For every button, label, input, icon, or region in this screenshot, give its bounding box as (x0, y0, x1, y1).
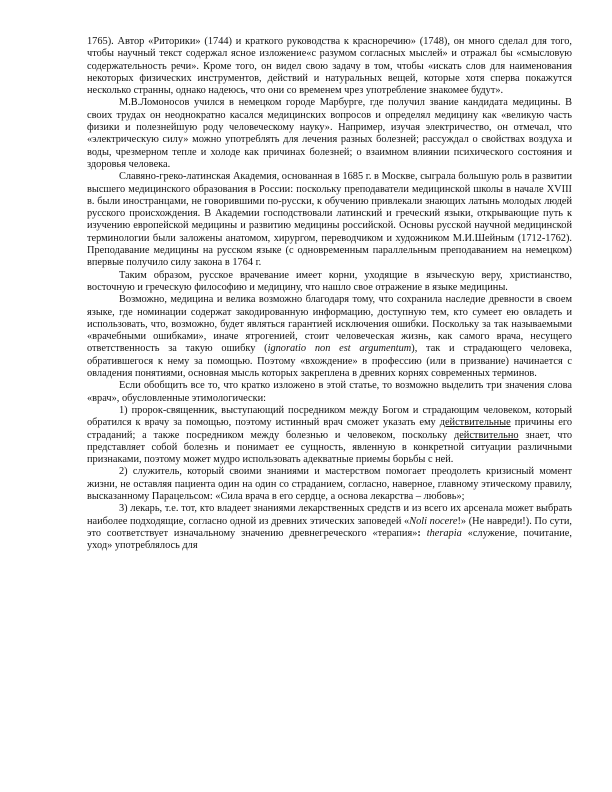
text-segment: Если обобщить все то, что кратко изложено в этой статье, то возможно выделить три значения слова «врач», обусловленные этимологически: (87, 380, 572, 404)
list-item (87, 503, 572, 552)
paragraph (87, 380, 572, 405)
text-segment: : (417, 527, 421, 539)
text-segment: 1765). Автор «Риторики» (1744) и краткого руководства к красноречию» (1748), он много сделал для того, чтобы научный текст содержал ясное изложение«с разумом согласных мыслей» и отражал бы «смысловую содержательность речи». Кроме того, он видел свою задачу в том, чтобы «искать слов для наименования некоторых физических инструментов, действий и натуральных вещей, которые хотя сперва покажутся несколько странны, однако надеюсь, что они со временем чрез употребление знакомее будут». (87, 36, 572, 97)
text-segment: причины его страданий; а также посредником между болезнью и человеком, поскольку (87, 417, 572, 441)
text-segment: Возможно, медицина и велика возможно благодаря тому, что сохранила наследие древности в своем языке, где номинации содержат закодированную информацию, доступную тем, кто сумеет ею овладеть и использовать, что, возможно, будет являться гарантией исключения ошибки. Поскольку за так называемыми «врачебными ошибками», иначе ятрогенией, стоит человеческая жизнь, как самого врача, несущего ответственность за такую ошибку ( (87, 294, 572, 355)
list-item (87, 405, 572, 466)
document-page (87, 36, 572, 552)
text-segment: Славяно-греко-латинская Академия, основанная в 1685 г. в Москве, сыграла большую роль в развитии высшего медицинского образования в России: поскольку преподаватели медицинской школы в начале XVIII в. были иностранцами, не говорившими по-русски, к обучению привлекали знающих латынь молодых людей русского происхождения. В Академии господствовали латинский и греческий языки, открывающие путь к изучению европейской медицины и развитию медицины российской. Основы русской научной медицинской терминологии были заложены анатомом, хирургом, переводчиком и художником М.И.Шейным (1712-1762). Преподавание медицины на русском языке (с одновременным параллельным преподаванием на немецком) впервые получило силу закона в 1764 г. (87, 171, 572, 269)
text-segment: 3) лекарь, т.е. тот, кто владеет знаниями лекарственных средств и из всего их арсенала может выбрать наиболее подходящие, согласно одной из древних этических заповедей « (87, 503, 572, 527)
paragraph (87, 294, 572, 380)
text-segment: ignoratio non est argumentum (267, 343, 412, 355)
text-segment: действительные (439, 417, 511, 429)
text-segment: «служение, почитание, уход» употреблялось для (87, 527, 572, 552)
text-segment: 2) служитель, который своими знаниями и мастерством помогает преодолеть кризисный момент жизни, не оставляя пациента один на один со страданием, согласно, наверное, главному этическому правилу, высказанному Парацельсом: «Сила врача в его сердце, а основа лекарства – любовь»; (87, 466, 572, 502)
text-segment: !» (Не навреди!). По сути, это соответствует изначальному значению древнегреческого «терапия» (87, 515, 572, 539)
text-segment: therapia (426, 527, 462, 539)
text-segment: 1) пророк-священник, выступающий посредником между Богом и страдающим человеком, который обратился к врачу за помощью, поэтому истинный врач сможет указать ему (87, 404, 572, 429)
list-item (87, 466, 572, 503)
paragraph (87, 97, 572, 171)
text-segment: знает, что представляет собой болезнь и понимает ее сущность, явленную в конкретной ситуации различными признаками, поэтому может мудро использовать адекватные приемы борьбы с ней. (87, 429, 572, 466)
paragraph (87, 36, 572, 97)
text-segment: М.В.Ломоносов учился в немецком городе Марбурге, где получил звание кандидата медицины. В своих трудах он неоднократно касался медицинских вопросов и определял медицину как «великую часть физики и полезнейшую роду человеческому науку». Например, изучая электричество, он отмечал, что «электрическую силу» можно употреблять для лечения разных болезней; рассуждал о свойствах воздуха и воды, чрезмерном тепле и холоде как причинах болезней; о взаимном влиянии психического состояния и здоровья человека. (87, 97, 572, 170)
paragraph (87, 171, 572, 269)
text-segment: ), так и страдающего человека, обратившегося к нему за помощью. Поэтому «вхождение» в профессию (или в призвание) начинается с овладения понятиями, основная мысль которых закреплена в древних корнях современных терминов. (87, 343, 572, 380)
text-segment: Noli nocere (409, 515, 458, 527)
text-segment: действительно (453, 429, 519, 441)
text-segment: Таким образом, русское врачевание имеет корни, уходящие в языческую веру, христианство, восточную и греческую философию и медицину, что нашло свое отражение в языке медицины. (87, 269, 572, 293)
paragraph (87, 270, 572, 295)
